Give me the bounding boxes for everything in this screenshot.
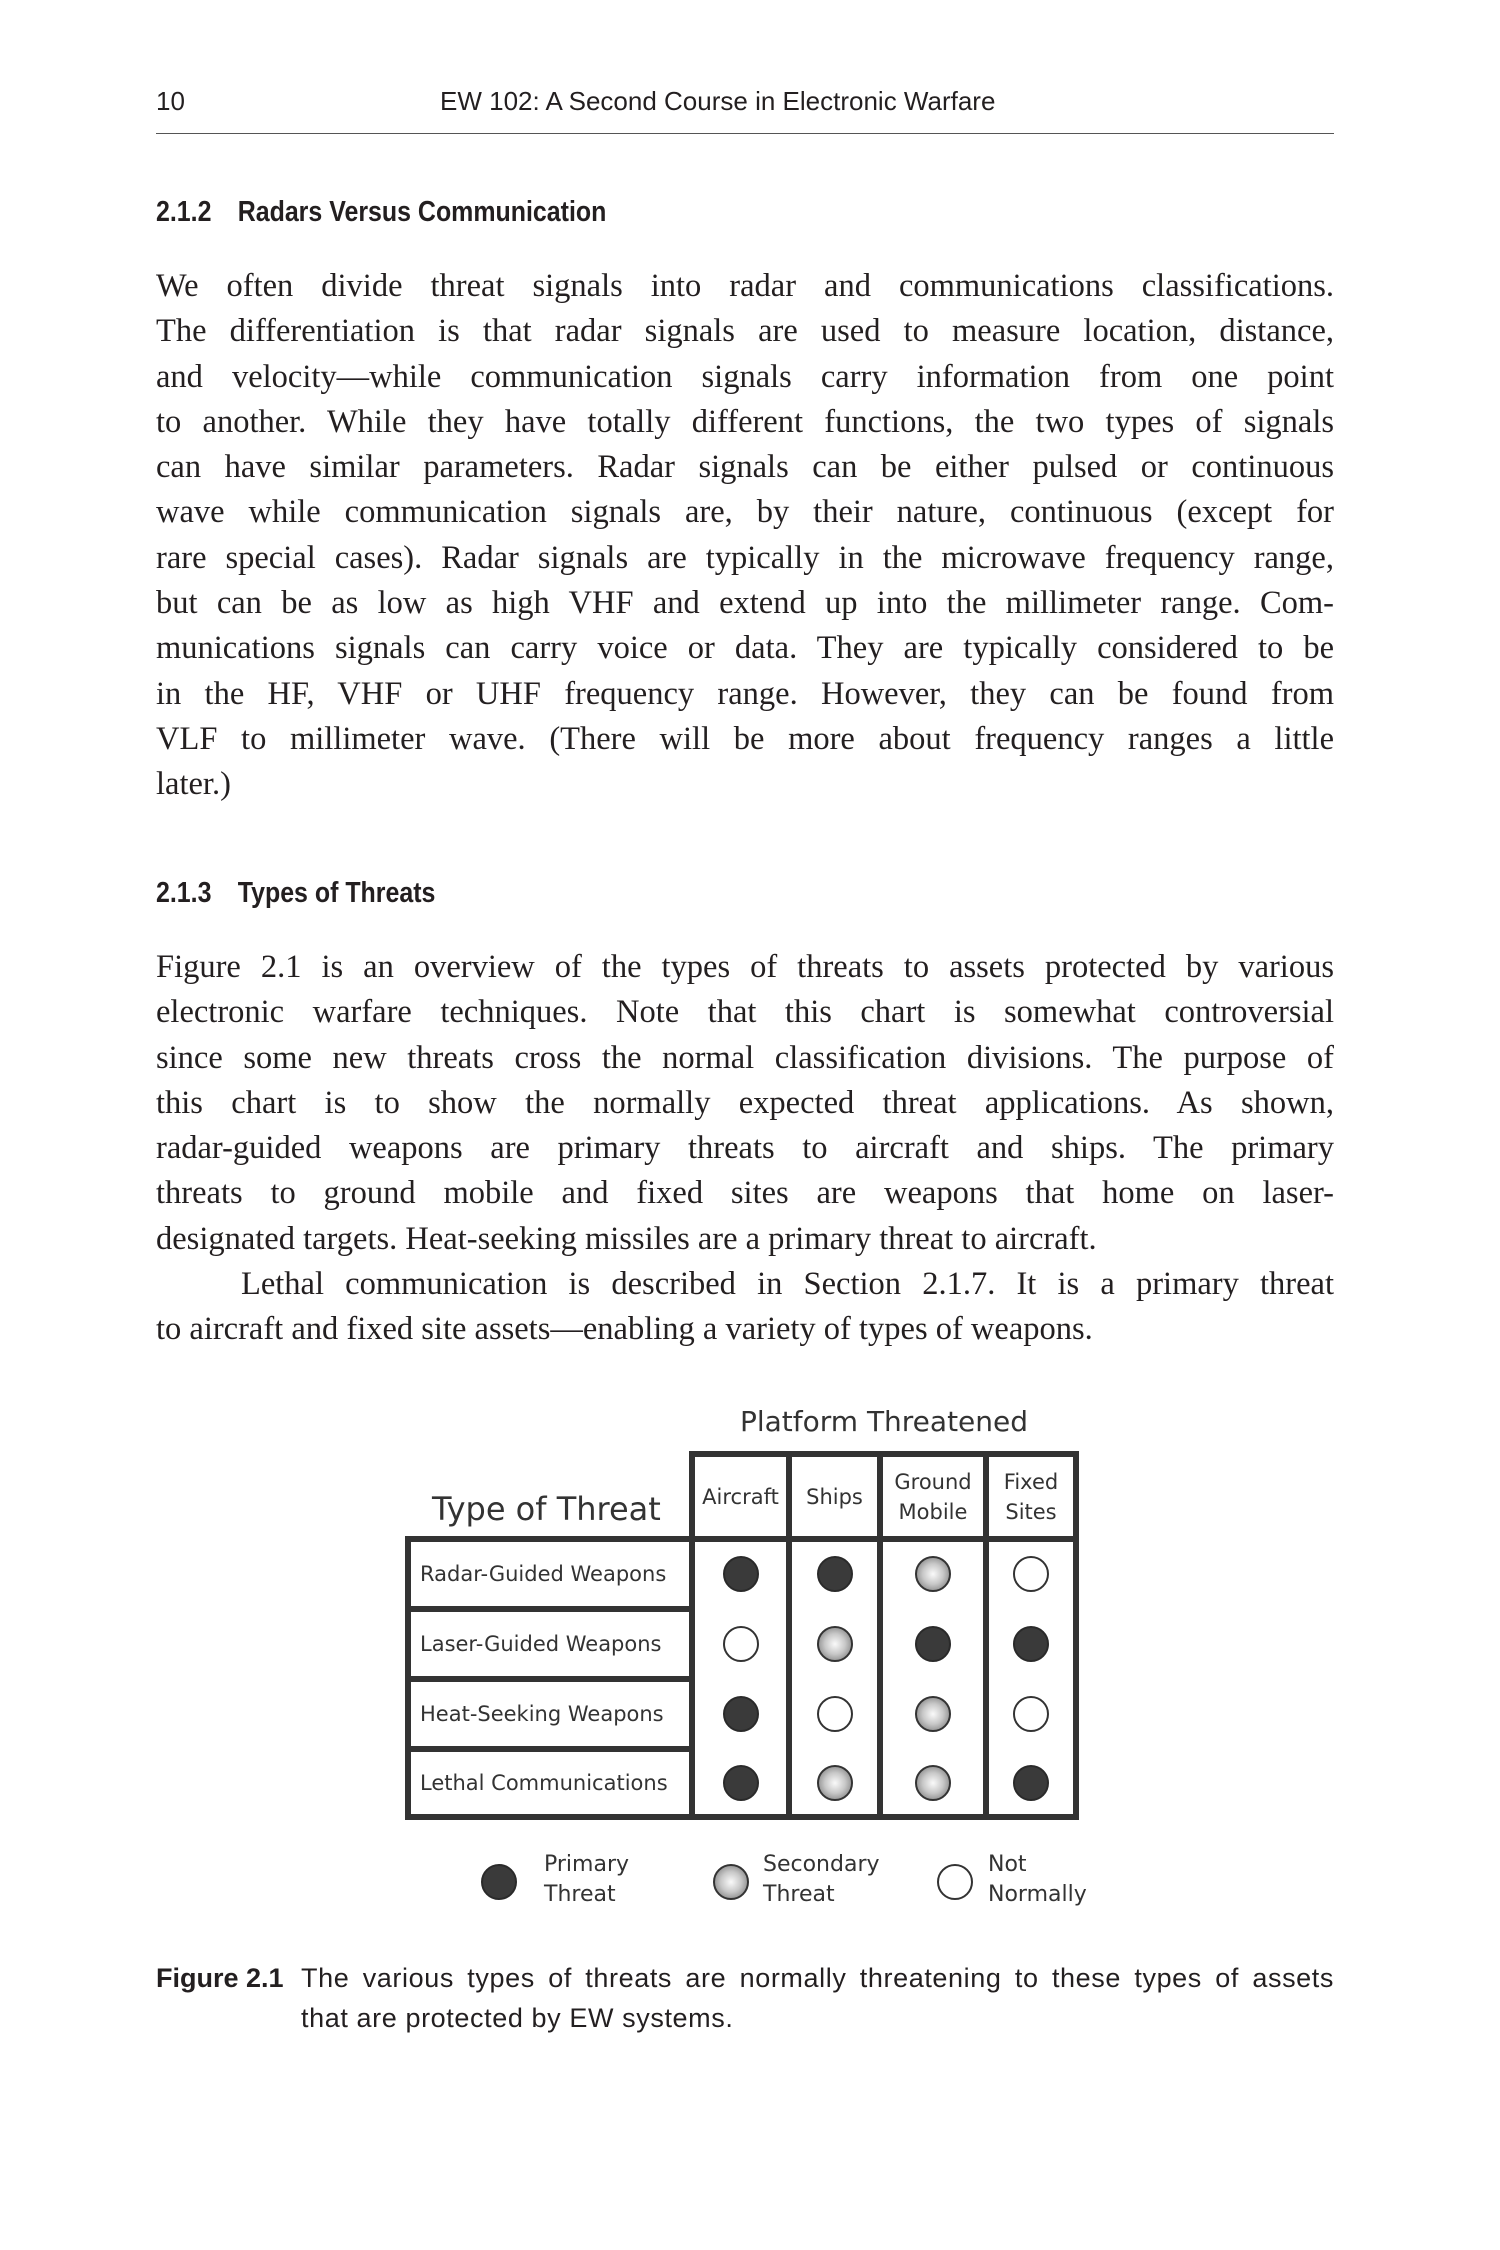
text-line: Figure 2.1 is an overview of the types of threats to assets protected by various xyxy=(156,949,1334,985)
text-line: in the HF, VHF or UHF frequency range. However, they can be found from xyxy=(156,675,1334,712)
grid-line xyxy=(689,1451,695,1820)
grid-line xyxy=(689,1451,1079,1457)
row-label: Lethal Communications xyxy=(420,1771,668,1795)
secondary-threat-dot xyxy=(817,1765,853,1801)
caption-label: Figure 2.1 xyxy=(156,1963,284,1993)
text-line: VLF to millimeter wave. (There will be more about frequency ranges a little xyxy=(156,720,1334,757)
text-line: Lethal communication is described in Section 2.1.7. It is a primary threat xyxy=(241,1266,1334,1303)
text-line: but can be as low as high VHF and extend up into the millimeter range. Com- xyxy=(156,585,1334,622)
grid-line xyxy=(405,1606,689,1612)
primary-threat-dot xyxy=(723,1696,759,1732)
section-heading-2-1-2 xyxy=(156,196,606,229)
type-of-threat-header: Type of Threat xyxy=(432,1490,661,1528)
grid-line xyxy=(405,1814,1079,1820)
section-number: 2.1.3 xyxy=(156,877,212,909)
section-title: Types of Threats xyxy=(237,877,436,909)
text-line: this chart is to show the normally expected threat applications. As shown, xyxy=(156,1084,1334,1121)
text-line: to another. While they have totally different functions, the two types of signals xyxy=(156,403,1334,440)
paragraph-radars-vs-communication xyxy=(156,264,1334,808)
legend-primary-dot xyxy=(481,1864,517,1900)
grid-line xyxy=(405,1536,1079,1542)
column-header: Fixed Sites xyxy=(1003,1469,1059,1524)
platform-threatened-title: Platform Threatened xyxy=(739,1405,1029,1438)
text-line: We often divide threat signals into radar and communications classifications. xyxy=(156,268,1334,304)
column-header: Ground Mobile xyxy=(894,1469,972,1524)
column-header: Aircraft xyxy=(702,1484,779,1509)
text-line: can have similar parameters. Radar signals can be either pulsed or continuous xyxy=(156,449,1334,486)
primary-threat-dot xyxy=(1013,1626,1049,1662)
section-title: Radars Versus Communication xyxy=(237,196,607,228)
row-label: Laser-Guided Weapons xyxy=(420,1632,662,1656)
secondary-threat-dot xyxy=(915,1765,951,1801)
text-line: to aircraft and fixed site assets—enabling a variety of types of weapons. xyxy=(156,1311,1093,1348)
legend-secondary-dot xyxy=(713,1864,749,1900)
section-number: 2.1.2 xyxy=(156,196,212,228)
section-heading-2-1-3 xyxy=(156,877,435,910)
legend-label: Not Normally xyxy=(988,1852,1087,1907)
text-line: munications signals can carry voice or data. They are typically considered to be xyxy=(156,630,1334,667)
column-header: Ships xyxy=(806,1484,863,1509)
secondary-threat-dot xyxy=(915,1696,951,1732)
grid-line xyxy=(405,1536,411,1820)
grid-line xyxy=(1073,1451,1079,1820)
text-line: threats to ground mobile and fixed sites are weapons that home on laser- xyxy=(156,1175,1334,1212)
grid-line xyxy=(983,1451,989,1820)
none-threat-dot xyxy=(723,1626,759,1662)
text-line: electronic warfare techniques. Note that this chart is somewhat controversial xyxy=(156,994,1334,1031)
primary-threat-dot xyxy=(723,1765,759,1801)
text-line: and velocity—while communication signals carry information from one point xyxy=(156,358,1334,395)
page-number: 10 xyxy=(156,86,185,116)
header-rule xyxy=(156,133,1334,134)
none-threat-dot xyxy=(817,1696,853,1732)
text-line: later.) xyxy=(156,766,231,803)
none-threat-dot xyxy=(1013,1696,1049,1732)
primary-threat-dot xyxy=(1013,1765,1049,1801)
grid-line xyxy=(405,1676,689,1682)
text-line: The differentiation is that radar signals are used to measure location, distance, xyxy=(156,313,1334,350)
secondary-threat-dot xyxy=(817,1626,853,1662)
row-label: Radar-Guided Weapons xyxy=(420,1562,667,1586)
legend-label: Secondary Threat xyxy=(763,1852,880,1907)
text-line: since some new threats cross the normal classification divisions. The purpose of xyxy=(156,1039,1334,1076)
row-label: Heat-Seeking Weapons xyxy=(420,1702,664,1726)
grid-line xyxy=(877,1451,883,1820)
grid-line xyxy=(786,1451,792,1820)
primary-threat-dot xyxy=(915,1626,951,1662)
legend-none-dot xyxy=(937,1864,973,1900)
none-threat-dot xyxy=(1013,1556,1049,1592)
running-title: EW 102: A Second Course in Electronic Warfare xyxy=(440,86,996,116)
caption-line: The various types of threats are normally threatening to these types of assets xyxy=(301,1963,1334,1993)
text-line: designated targets. Heat-seeking missiles are a primary threat to aircraft. xyxy=(156,1220,1097,1257)
text-line: wave while communication signals are, by their nature, continuous (except for xyxy=(156,494,1334,531)
primary-threat-dot xyxy=(817,1556,853,1592)
caption-line: that are protected by EW systems. xyxy=(301,2003,734,2033)
paragraph-types-of-threats xyxy=(156,945,1334,1353)
primary-threat-dot xyxy=(723,1556,759,1592)
figure-caption xyxy=(156,1958,1334,2038)
secondary-threat-dot xyxy=(915,1556,951,1592)
text-line: radar-guided weapons are primary threats to aircraft and ships. The primary xyxy=(156,1130,1334,1167)
legend-label: Primary Threat xyxy=(544,1852,630,1907)
grid-line xyxy=(405,1746,689,1752)
text-line: rare special cases). Radar signals are typically in the microwave frequency range, xyxy=(156,539,1334,576)
